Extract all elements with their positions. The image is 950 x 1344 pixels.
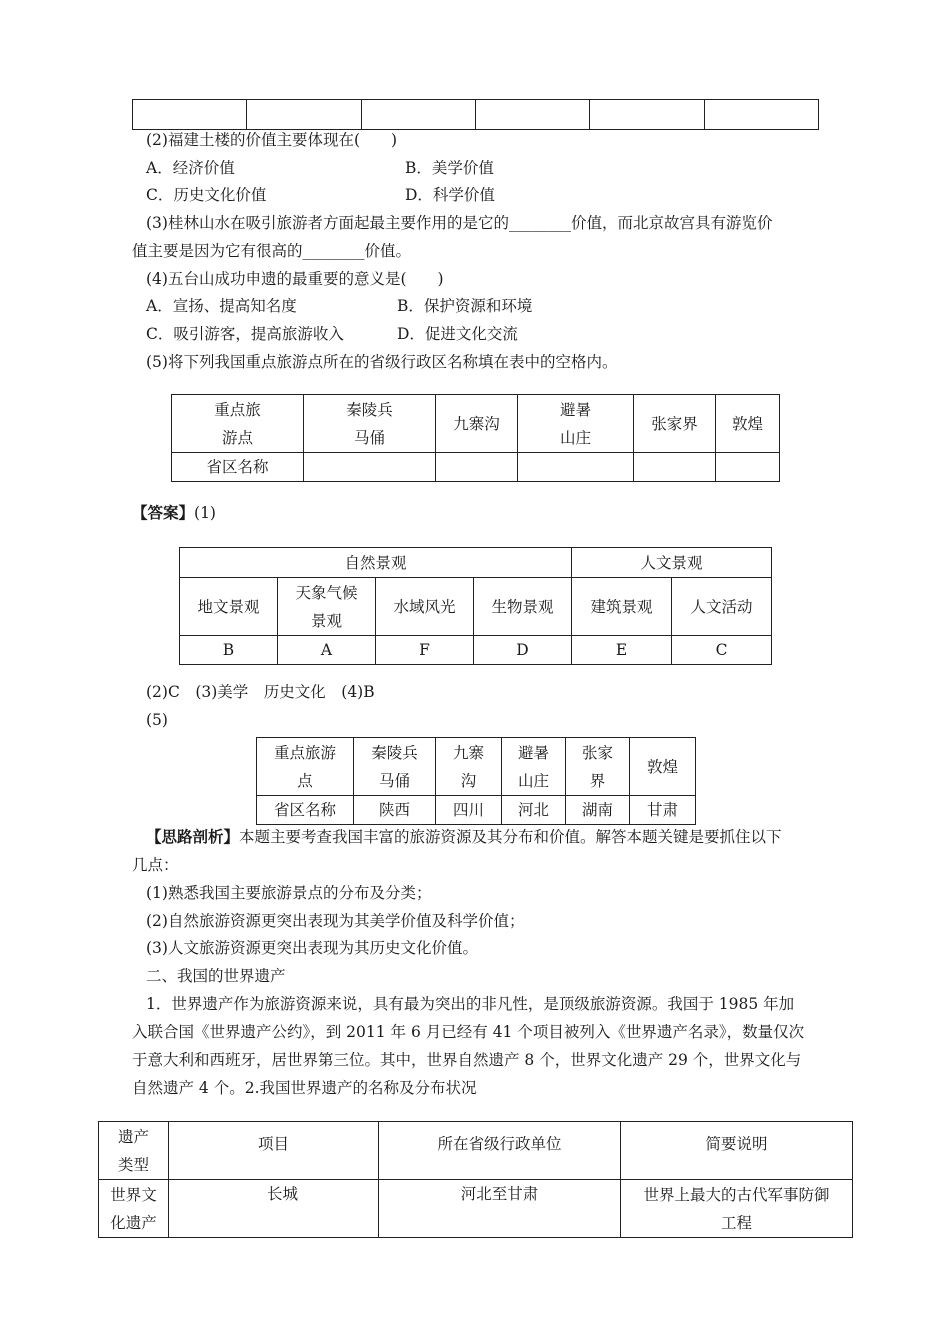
header-cell: 所在省级行政单位 bbox=[379, 1122, 621, 1180]
q4-option-c: C．吸引游客，提高旅游收入 bbox=[146, 325, 344, 343]
answer-line2: (2)C (3)美学 历史文化 (4)B bbox=[146, 683, 375, 701]
q5-stem: (5)将下列我国重点旅游点所在的省级行政区名称填在表中的空格内。 bbox=[146, 353, 618, 371]
answer-part1: (1) bbox=[194, 504, 216, 522]
q3-line1: (3)桂林山水在吸引旅游者方面起最主要作用的是它的________价值，而北京故宫具有游览价 bbox=[146, 214, 773, 232]
row-label-cell: 省区名称 bbox=[172, 453, 304, 482]
blank-cell bbox=[304, 453, 436, 482]
answer-cell: 河北 bbox=[502, 796, 566, 825]
q2-option-d: D．科学价值 bbox=[405, 186, 495, 204]
analysis-line2: 几点： bbox=[132, 856, 179, 874]
header-cell: 张家 界 bbox=[566, 738, 630, 796]
section2-para-line3: 于意大利和西班牙，居世界第三位。其中，世界自然遗产 8 个，世界文化遗产 29 个，世界文化与 bbox=[132, 1051, 802, 1069]
answer-part5: (5) bbox=[146, 711, 168, 729]
heritage-location-cell: 河北至甘肃 bbox=[379, 1180, 621, 1238]
header-cell: 生物景观 bbox=[474, 578, 572, 636]
q4-option-d: D．促进文化交流 bbox=[397, 325, 518, 343]
table-cell bbox=[133, 100, 247, 130]
header-cell: 秦陵兵 马俑 bbox=[304, 395, 436, 453]
q2-option-a: A．经济价值 bbox=[146, 159, 235, 177]
header-cell: 张家界 bbox=[634, 395, 716, 453]
q3-line2: 值主要是因为它有很高的________价值。 bbox=[132, 242, 412, 260]
q2-stem: (2)福建土楼的价值主要体现在( ) bbox=[146, 131, 398, 149]
answer-province-table bbox=[256, 737, 696, 825]
q4-stem: (4)五台山成功申遗的最重要的意义是( ) bbox=[146, 270, 444, 288]
blank-cell bbox=[436, 453, 518, 482]
table-cell bbox=[247, 100, 361, 130]
answer-cell: E bbox=[572, 636, 672, 665]
heritage-type-cell: 世界文 化遗产 bbox=[99, 1180, 169, 1238]
analysis-line1 bbox=[146, 826, 782, 848]
analysis-point1: (1)熟悉我国主要旅游景点的分布及分类； bbox=[146, 884, 432, 902]
answer-heading bbox=[132, 502, 216, 524]
heritage-table bbox=[98, 1121, 853, 1238]
table-cell bbox=[475, 100, 589, 130]
section2-title: 二、我国的世界遗产 bbox=[146, 967, 286, 985]
q2-option-b: B．美学价值 bbox=[405, 159, 494, 177]
table-cell bbox=[590, 100, 704, 130]
answer-label: 【答案】 bbox=[132, 503, 195, 522]
answer-cell: 甘肃 bbox=[630, 796, 696, 825]
q2-option-c: C．历史文化价值 bbox=[146, 186, 267, 204]
header-cell: 九寨沟 bbox=[436, 395, 518, 453]
analysis-point3: (3)人文旅游资源更突出表现为其历史文化价值。 bbox=[146, 939, 478, 957]
header-cell: 地文景观 bbox=[180, 578, 278, 636]
answer-cell: B bbox=[180, 636, 278, 665]
header-cell: 人文活动 bbox=[672, 578, 772, 636]
heritage-item-cell: 长城 bbox=[169, 1180, 379, 1238]
section2-para-line2: 入联合国《世界遗产公约》，到 2011 年 6 月已经有 41 个项目被列入《世界遗产名录》，数量仅次 bbox=[132, 1023, 805, 1041]
header-cell: 重点旅 游点 bbox=[172, 395, 304, 453]
human-landscape-header: 人文景观 bbox=[572, 548, 772, 578]
answer-landscape-table bbox=[179, 547, 772, 665]
header-cell: 秦陵兵 马俑 bbox=[354, 738, 436, 796]
header-cell: 水域风光 bbox=[376, 578, 474, 636]
row-label-cell: 省区名称 bbox=[257, 796, 354, 825]
answer-cell: C bbox=[672, 636, 772, 665]
header-cell: 九寨 沟 bbox=[436, 738, 502, 796]
section2-para-line4: 自然遗产 4 个。2.我国世界遗产的名称及分布状况 bbox=[132, 1079, 477, 1097]
answer-cell: 四川 bbox=[436, 796, 502, 825]
analysis-label: 【思路剖析】 bbox=[146, 827, 240, 846]
q4-option-b: B．保护资源和环境 bbox=[397, 297, 533, 315]
header-cell: 避暑 山庄 bbox=[502, 738, 566, 796]
natural-landscape-header: 自然景观 bbox=[180, 548, 572, 578]
answer-cell: 陕西 bbox=[354, 796, 436, 825]
top-partial-table bbox=[132, 99, 819, 130]
header-cell: 敦煌 bbox=[630, 738, 696, 796]
answer-cell: A bbox=[278, 636, 376, 665]
analysis-text: 本题主要考查我国丰富的旅游资源及其分布和价值。解答本题关键是要抓住以下 bbox=[239, 828, 782, 846]
header-cell: 项目 bbox=[169, 1122, 379, 1180]
header-cell: 建筑景观 bbox=[572, 578, 672, 636]
q4-option-a: A．宣扬、提高知名度 bbox=[146, 297, 297, 315]
header-cell: 简要说明 bbox=[621, 1122, 853, 1180]
analysis-point2: (2)自然旅游资源更突出表现为其美学价值及科学价值； bbox=[146, 912, 525, 930]
header-cell: 避暑 山庄 bbox=[518, 395, 634, 453]
header-cell: 天象气候 景观 bbox=[278, 578, 376, 636]
section2-para-line1: 1．世界遗产作为旅游资源来说，具有最为突出的非凡性，是顶级旅游资源。我国于 1985 年加 bbox=[146, 995, 795, 1013]
blank-cell bbox=[634, 453, 716, 482]
blank-cell bbox=[716, 453, 780, 482]
table-cell bbox=[704, 100, 818, 130]
heritage-desc-cell: 世界上最大的古代军事防御 工程 bbox=[621, 1180, 853, 1238]
q5-blank-table bbox=[171, 394, 780, 482]
header-cell: 重点旅游 点 bbox=[257, 738, 354, 796]
answer-cell: D bbox=[474, 636, 572, 665]
answer-cell: 湖南 bbox=[566, 796, 630, 825]
blank-cell bbox=[518, 453, 634, 482]
header-cell: 遗产 类型 bbox=[99, 1122, 169, 1180]
table-cell bbox=[361, 100, 475, 130]
answer-cell: F bbox=[376, 636, 474, 665]
header-cell: 敦煌 bbox=[716, 395, 780, 453]
